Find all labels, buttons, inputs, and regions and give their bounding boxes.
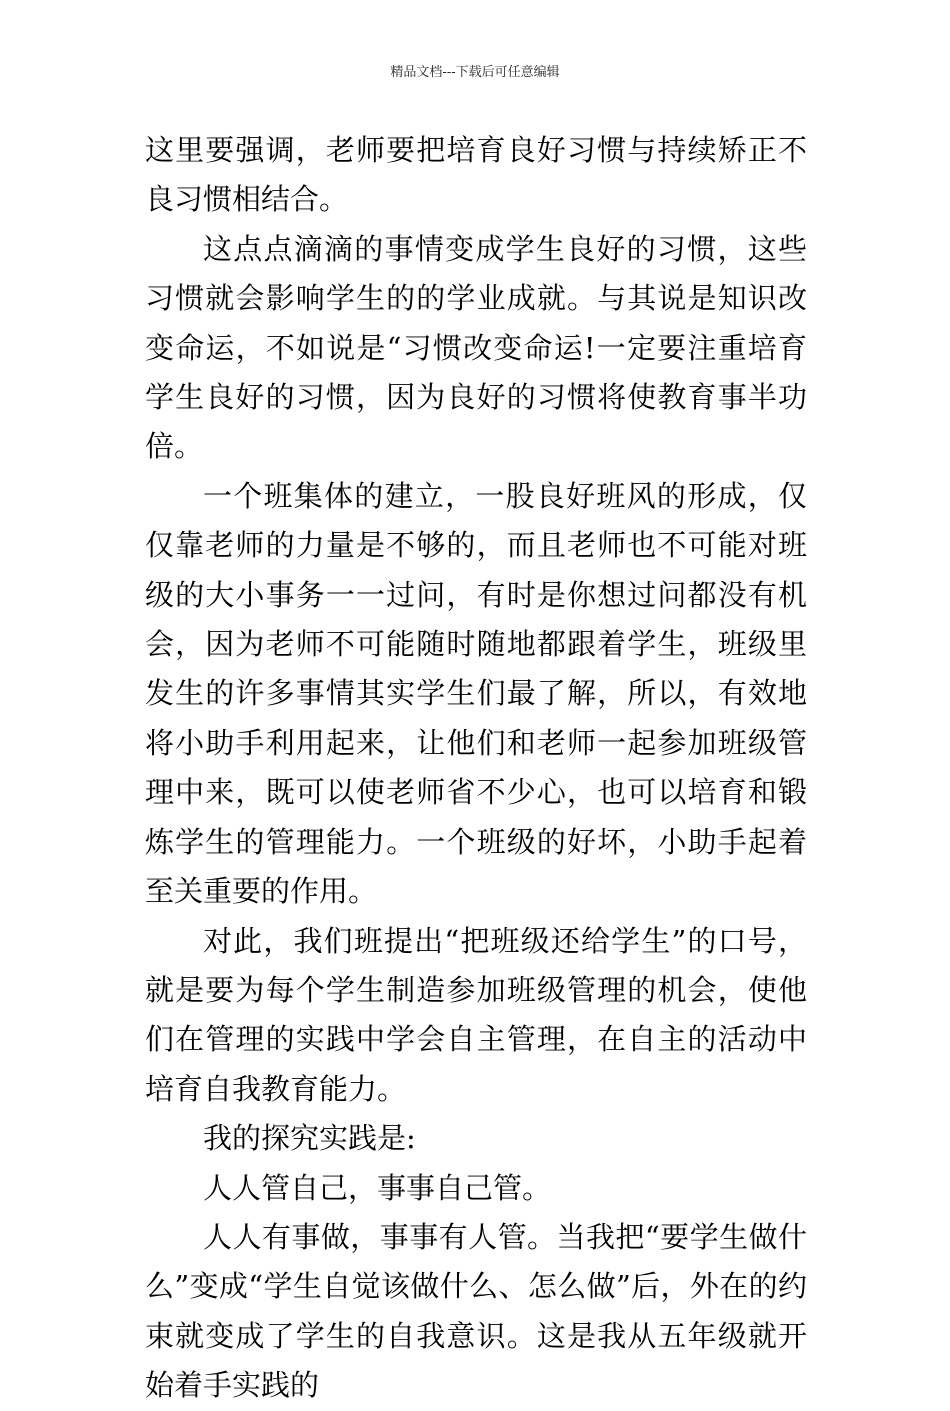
document-body xyxy=(145,126,807,1411)
paragraph-2: 这点点滴滴的事情变成学生良好的习惯，这些习惯就会影响学生的的学业成就。与其说是知识改变命运，不如说是“习惯改变命运!一定要注重培育学生良好的习惯，因为良好的习惯将使教育事半功倍。 xyxy=(145,231,807,464)
page-header: 精品文档---下载后可任意编辑 xyxy=(390,65,560,80)
paragraph-4: 对此，我们班提出“把班级还给学生”的口号，就是要为每个学生制造参加班级管理的机会，使他们在管理的实践中学会自主管理，在自主的活动中培育自我教育能力。 xyxy=(145,923,807,1106)
paragraph-5: 我的探究实践是: xyxy=(203,1121,416,1156)
paragraph-6: 人人管自己，事事自己管。 xyxy=(203,1170,552,1205)
paragraph-1: 这里要强调，老师要把培育良好习惯与持续矫正不良习惯相结合。 xyxy=(145,133,807,217)
paragraph-3: 一个班集体的建立，一股良好班风的形成，仅仅靠老师的力量是不够的，而且老师也不可能对班级的大小事务一一过问，有时是你想过问都没有机会，因为老师不可能随时随地都跟着学生，班级里发生的许多事情其实学生们最了解，所以，有效地将小助手利用起来，让他们和老师一起参加班级管理中来，既可以使老师省不少心，也可以培育和锻炼学生的管理能力。一个班级的好坏，小助手起着至关重要的作用。 xyxy=(145,478,807,909)
paragraph-7: 人人有事做，事事有人管。当我把“要学生做什么”变成“学生自觉该做什么、怎么做”后，外在的约束就变成了学生的自我意识。这是我从五年级就开始着手实践的 xyxy=(145,1219,807,1403)
